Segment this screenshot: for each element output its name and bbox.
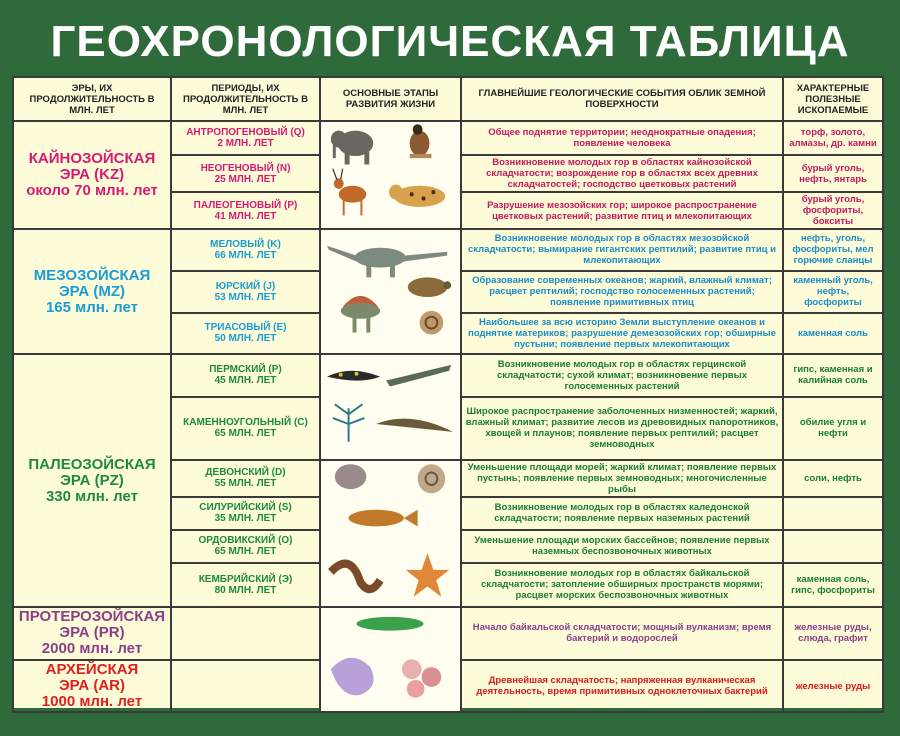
minerals-archean: железные руды [783, 660, 883, 713]
event-neogene: Возникновение молодых гор в областях кайнозойской складчатости; возрождение гор в областях всех древних складчатостей; господство цветковых растений [461, 155, 783, 192]
period-proterozoic-empty [171, 607, 320, 660]
event-carboniferous: Широкое распространение заболоченных низменностей; жаркий, влажный климат; развитие лесов из древовидных папоротников, хвощей и плаунов; появление первых рептилий; расцвет земноводных [461, 397, 783, 460]
period-jurassic: ЮРСКИЙ (J) 53 МЛН. ЛЕТ [171, 271, 320, 313]
life-mesozoic [320, 229, 461, 354]
header-periods: ПЕРИОДЫ, ИХ ПРОДОЛЖИТЕЛЬНОСТЬ В МЛН. ЛЕТ [171, 77, 320, 121]
period-cretaceous: МЕЛОВЫЙ (K) 66 МЛН. ЛЕТ [171, 229, 320, 271]
elephant-icon [331, 130, 373, 164]
page-title: ГЕОХРОНОЛОГИЧЕСКАЯ ТАБЛИЦА [50, 17, 850, 66]
fern-icon [333, 405, 365, 442]
table-row [13, 121, 883, 155]
era-code: ЭРА (PZ) [60, 471, 124, 489]
period-triassic: ТРИАСОВЫЙ (E) 50 МЛН. ЛЕТ [171, 313, 320, 355]
minerals-neogene: бурый уголь, нефть, янтарь [783, 155, 883, 192]
era-cenozoic [13, 121, 171, 229]
minerals-cretaceous: нефть, уголь, фосфориты, мел горючие сланцы [783, 229, 883, 271]
event-silurian: Возникновение молодых гор в областях каледонской складчатости; появление первых наземных растений [461, 497, 783, 530]
geochronological-table [12, 76, 884, 713]
minerals-jurassic: каменный уголь, нефть, фосфориты [783, 271, 883, 313]
period-cambrian: КЕМБРИЙСКИЙ (Э) 80 МЛН. ЛЕТ [171, 563, 320, 607]
minerals-anthropogene: торф, золото, алмазы, др. камни [783, 121, 883, 155]
era-archean [13, 660, 171, 713]
event-paleogene: Разрушение мезозойских гор; широкое распространение цветковых растений; развитие птиц и млекопитающих [461, 192, 783, 229]
era-mesozoic [13, 229, 171, 354]
minerals-devonian: соли, нефть [783, 460, 883, 497]
period-permian: ПЕРМСКИЙ (P) 45 МЛН. ЛЕТ [171, 354, 320, 396]
era-name: АРХЕЙСКАЯ [45, 661, 139, 679]
spinosaurus-icon [341, 296, 380, 332]
lizard-icon [376, 419, 453, 432]
period-neogene: НЕОГЕНОВЫЙ (N) 25 МЛН. ЛЕТ [171, 155, 320, 192]
event-ordovician: Уменьшение площади морских бассейнов; появление первых наземных беспозвоночных животных [461, 530, 783, 563]
jaguar-icon [389, 184, 445, 206]
cells-icon [402, 659, 441, 697]
alga-icon [356, 617, 423, 631]
event-devonian: Уменьшение площади морей; жаркий климат; появление первых пустынь; появление первых земноводных; многочисленные рыбы [461, 460, 783, 497]
era-code: ЭРА (KZ) [59, 166, 125, 183]
header-events: ГЛАВНЕЙШИЕ ГЕОЛОГИЧЕСКИЕ СОБЫТИЯ ОБЛИК ЗЕМНОЙ ПОВЕРХНОСТИ [461, 77, 783, 121]
minerals-triassic: каменная соль [783, 313, 883, 355]
era-duration: 1000 млн. лет [41, 693, 143, 711]
table-row [13, 607, 883, 660]
era-duration: 165 млн. лет [45, 298, 139, 316]
snail-icon [418, 465, 446, 494]
era-name: МЕЗОЗОЙСКАЯ [33, 266, 151, 284]
period-devonian: ДЕВОНСКИЙ (D) 55 МЛН. ЛЕТ [171, 460, 320, 497]
starfish-icon [406, 554, 449, 598]
period-carboniferous: КАМЕННОУГОЛЬНЫЙ (C) 65 МЛН. ЛЕТ [171, 397, 320, 460]
header-life: ОСНОВНЫЕ ЭТАПЫ РАЗВИТИЯ ЖИЗНИ [320, 77, 461, 121]
era-paleozoic [13, 354, 171, 607]
minerals-paleogene: бурый уголь, фосфориты, бокситы [783, 192, 883, 229]
era-duration: 330 млн. лет [45, 487, 139, 505]
table-header-row [13, 77, 883, 121]
period-archean-empty [171, 660, 320, 713]
era-code: ЭРА (MZ) [58, 282, 125, 300]
header-minerals: ХАРАКТЕРНЫЕ ПОЛЕЗНЫЕ ИСКОПАЕМЫЕ [783, 77, 883, 121]
event-jurassic: Образование современных океанов; жаркий, влажный климат; расцвет рептилий; господство голосеменных растений; появление примитивных птиц [461, 271, 783, 313]
era-name: КАЙНОЗОЙСКАЯ [28, 150, 156, 167]
fish-icon [349, 510, 418, 527]
shell-icon [335, 465, 367, 490]
minerals-permian: гипс, каменная и калийная соль [783, 354, 883, 396]
era-duration: 2000 млн. лет [41, 640, 143, 658]
period-anthropogene: АНТРОПОГЕНОВЫЙ (Q) 2 МЛН. ЛЕТ [171, 121, 320, 155]
table-row [13, 354, 883, 396]
era-code: ЭРА (PR) [59, 624, 125, 642]
minerals-proterozoic: железные руды, слюда, графит [783, 607, 883, 660]
ammonite-icon [420, 311, 444, 335]
era-proterozoic [13, 607, 171, 660]
turtle-icon [408, 277, 451, 297]
era-duration: около 70 млн. лет [26, 182, 158, 199]
event-anthropogene: Общее поднятие территории; неоднократные опадения; появление человека [461, 121, 783, 155]
life-precambrian [320, 607, 461, 713]
event-cretaceous: Возникновение молодых гор в областях мезозойской складчатости; вымирание гигантских рептилий; развитие птиц и млекопитающих [461, 229, 783, 271]
minerals-cambrian: каменная соль, гипс, фосфориты [783, 563, 883, 607]
crocodile-icon [386, 365, 451, 387]
minerals-ordovician [783, 530, 883, 563]
trilobite-icon [331, 564, 380, 589]
minerals-silurian [783, 497, 883, 530]
table-row [13, 229, 883, 271]
event-cambrian: Возникновение молодых гор в областях байкальской складчатости; затопление обширных пространств морями; расцвет морских беспозвоночных животных [461, 563, 783, 607]
antelope-icon [333, 168, 367, 215]
salamander-icon [327, 371, 380, 381]
era-name: ПРОТЕРОЗОЙСКАЯ [18, 608, 166, 626]
minerals-carboniferous: обилие угля и нефти [783, 397, 883, 460]
event-triassic: Наибольшее за всю историю Земли выступление океанов и поднятие материков; разрушение демезозойских гор; обширные пустыни; появление первых млекопитающих [461, 313, 783, 355]
era-name: ПАЛЕОЗОЙСКАЯ [28, 455, 156, 473]
period-paleogene: ПАЛЕОГЕНОВЫЙ (P) 41 МЛН. ЛЕТ [171, 192, 320, 229]
life-cenozoic [320, 121, 461, 229]
event-archean: Древнейшая складчатость; напряженная вулканическая деятельность, время примитивных одноклеточных бактерий [461, 660, 783, 713]
event-permian: Возникновение молодых гор в областях герцинской складчатости; сухой климат; возникновение первых голосеменных растений [461, 354, 783, 396]
life-late-paleozoic [320, 354, 461, 460]
period-ordovician: ОРДОВИКСКИЙ (O) 65 МЛН. ЛЕТ [171, 530, 320, 563]
dinosaur-icon [327, 246, 447, 278]
amoeba-icon [331, 658, 374, 695]
event-proterozoic: Начало байкальской складчатости; мощный вулканизм; время бактерий и водорослей [461, 607, 783, 660]
life-early-paleozoic [320, 460, 461, 607]
header-eras: ЭРЫ, ИХ ПРОДОЛЖИТЕЛЬНОСТЬ В МЛН. ЛЕТ [13, 77, 171, 121]
period-silurian: СИЛУРИЙСКИЙ (S) 35 МЛН. ЛЕТ [171, 497, 320, 530]
era-code: ЭРА (AR) [58, 677, 125, 695]
caveman-icon [410, 124, 432, 158]
